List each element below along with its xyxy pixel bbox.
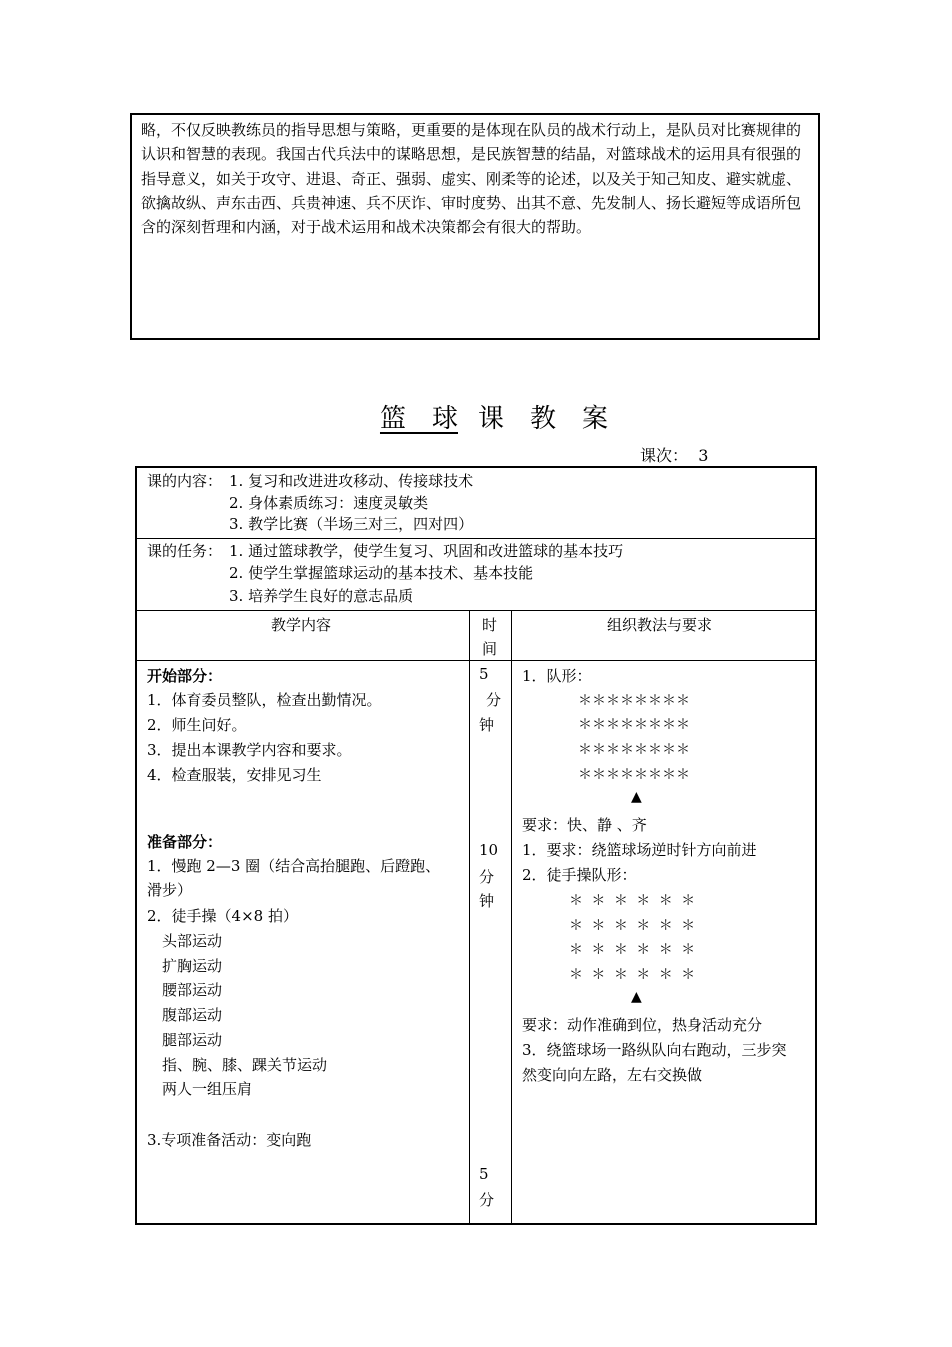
time-1-value: 5 xyxy=(479,665,489,683)
prep-item-2: 2．徒手操（4×8 拍） xyxy=(147,907,298,925)
requirement-1: 要求：快、静 、齐 xyxy=(522,816,647,834)
teacher-marker-1: ▲ xyxy=(631,789,642,805)
task-item-2: 2. 使学生掌握篮球运动的基本技术、基本技能 xyxy=(229,564,534,582)
lesson-number xyxy=(640,443,708,466)
time-1-unit-b: 钟 xyxy=(479,716,495,734)
time-1-unit-a: 分 xyxy=(486,691,502,709)
requirement-2: 要求：动作准确到位，热身活动充分 xyxy=(522,1016,763,1034)
title-underlined: 篮 球 xyxy=(379,404,458,434)
tasks-section xyxy=(137,539,815,611)
previous-text: 略，不仅反映教练员的指导思想与策略，更重要的是体现在队员的战术行动上，是队员对比赛规律的认识和智慧的表现。我国古代兵法中的谋略思想，是民族智慧的结晶，对篮球战术的运用具有很强的指导意义，如关于攻守、进退、奇正、强弱、虚实、刚柔等的论述，以及关于知己知皮、避实就虚、欲擒故纵、声东击西、兵贵神速、兵不厌诈、审时度势、出其不意、先发制人、扬长避短等成语所包含的深刻哲理和内涵，对于战术运用和战术决策都会有很大的帮助。 xyxy=(141,121,802,237)
title-rest: 课 教 案 xyxy=(478,404,609,434)
right-item-3a: 3．绕篮球场一路纵队向右跑动，三步突 xyxy=(522,1041,787,1059)
exercise-4: 腹部运动 xyxy=(162,1006,223,1024)
formation-row-3: ＊＊＊＊＊＊＊＊ xyxy=(578,742,690,758)
lesson-plan-table xyxy=(135,466,817,1225)
start-item-4: 4．检查服装，安排见习生 xyxy=(147,766,322,784)
formation-row-1: ＊＊＊＊＊＊＊＊ xyxy=(578,693,690,709)
content-section xyxy=(137,468,815,539)
column-divider-2 xyxy=(511,611,512,1223)
start-item-3: 3．提出本课教学内容和要求。 xyxy=(147,741,352,759)
prep-part-title: 准备部分： xyxy=(147,833,223,851)
task-item-1: 1. 通过篮球教学，使学生复习、巩固和改进篮球的基本技巧 xyxy=(229,542,624,560)
formation-row-2: ＊＊＊＊＊＊＊＊ xyxy=(578,717,690,733)
content-label: 课的内容： xyxy=(147,472,223,490)
previous-text-box xyxy=(130,113,820,340)
special-prep: 3.专项准备活动：变向跑 xyxy=(147,1131,312,1149)
content-item-2: 2. 身体素质练习：速度灵敏类 xyxy=(229,493,429,512)
time-2-value: 10 xyxy=(479,841,499,859)
header-time-1: 时 xyxy=(482,616,498,634)
content-item-3: 3. 教学比赛（半场三对三，四对四） xyxy=(229,515,474,533)
content-item-1: 1. 复习和改进进攻移动、传接球技术 xyxy=(229,472,474,490)
formation-label: 1．队形： xyxy=(522,667,592,685)
exercise-5: 腿部运动 xyxy=(162,1031,223,1049)
exercise-3: 腰部运动 xyxy=(162,981,223,999)
task-item-3: 3. 培养学生良好的意志品质 xyxy=(229,587,414,605)
prep-item-1a: 1．慢跑 2—3 圈（结合高抬腿跑、后蹬跑、 xyxy=(147,857,441,875)
header-method: 组织教法与要求 xyxy=(607,616,713,634)
column-divider-1 xyxy=(469,611,470,1223)
formation-row-4: ＊＊＊＊＊＊＊＊ xyxy=(578,767,690,783)
start-part-title: 开始部分： xyxy=(147,667,223,685)
time-2-unit-a: 分 xyxy=(479,868,495,886)
drill-row-1: ＊ ＊ ＊ ＊ ＊ ＊ xyxy=(569,893,696,909)
teacher-marker-2: ▲ xyxy=(631,989,642,1005)
lesson-value: 3 xyxy=(698,446,709,465)
drill-row-2: ＊ ＊ ＊ ＊ ＊ ＊ xyxy=(569,918,696,934)
exercise-1: 头部运动 xyxy=(162,932,223,950)
right-item-3b: 然变向向左路，左右交换做 xyxy=(522,1066,703,1084)
drill-row-4: ＊ ＊ ＊ ＊ ＊ ＊ xyxy=(569,967,696,983)
exercise-2: 扩胸运动 xyxy=(162,957,223,975)
time-2-unit-b: 钟 xyxy=(479,892,495,910)
tasks-label: 课的任务： xyxy=(147,542,223,560)
lesson-label: 课次： xyxy=(640,446,689,465)
exercise-6: 指、腕、膝、踝关节运动 xyxy=(162,1056,328,1074)
time-3-value: 5 xyxy=(479,1165,489,1183)
right-item-2: 2．徒手操队形： xyxy=(522,866,637,884)
drill-row-3: ＊ ＊ ＊ ＊ ＊ ＊ xyxy=(569,942,696,958)
right-item-1: 1．要求：绕篮球场逆时针方向前进 xyxy=(522,841,757,859)
page-title xyxy=(0,398,952,435)
start-item-1: 1．体育委员整队，检查出勤情况。 xyxy=(147,691,382,709)
header-divider xyxy=(137,660,815,661)
exercise-7: 两人一组压肩 xyxy=(162,1080,253,1098)
header-content: 教学内容 xyxy=(271,616,332,634)
start-item-2: 2．师生问好。 xyxy=(147,716,247,734)
prep-item-1b: 滑步） xyxy=(147,881,193,899)
header-time-2: 间 xyxy=(482,640,498,658)
time-3-unit: 分 xyxy=(479,1191,495,1209)
